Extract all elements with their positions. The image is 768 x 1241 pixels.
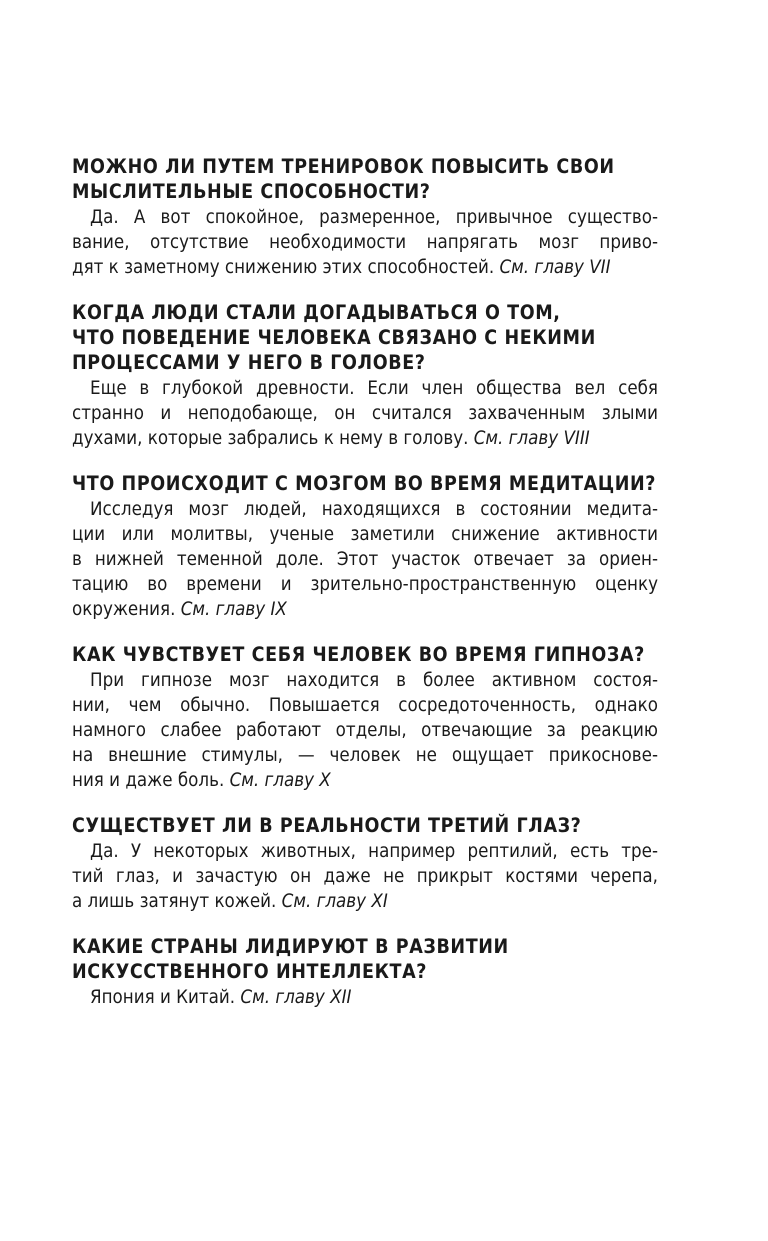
question-heading [72,934,658,984]
qa-section [72,471,658,622]
answer-paragraph [72,668,658,793]
chapter-reference: См. главу XI [281,891,388,912]
qa-section [72,934,658,1010]
answer-line: Еще в глубокой древности. Если член общества вел себя [90,378,658,399]
chapter-reference: См. главу XII [240,987,352,1008]
answer-line: намного слабее работают отделы, отвечающие за реакцию [72,720,658,741]
answer-text: духами, которые забрались к нему в голову. [72,428,469,449]
answer-line [72,597,658,622]
qa-section [72,154,658,280]
question-heading [72,642,658,667]
chapter-reference: См. главу X [229,770,331,791]
answer-line [72,426,658,451]
answer-line [72,889,658,914]
answer-text: а лишь затянут кожей. [72,891,277,912]
answer-line: вание, отсутствие необходимости напрягать мозг приво- [72,232,658,253]
question-heading [72,154,658,204]
question-line: МЫСЛИТЕЛЬНЫЕ СПОСОБНОСТИ? [72,180,431,203]
answer-line: тий глаз, и зачастую он даже не прикрыт костями черепа, [72,866,658,887]
question-line: ИСКУССТВЕННОГО ИНТЕЛЛЕКТА? [72,960,428,983]
question-line: МОЖНО ЛИ ПУТЕМ ТРЕНИРОВОК ПОВЫСИТЬ СВОИ [72,155,615,178]
chapter-reference: См. главу IX [180,599,287,620]
question-line: КАК ЧУВСТВУЕТ СЕБЯ ЧЕЛОВЕК ВО ВРЕМЯ ГИПНОЗА? [72,643,645,666]
chapter-reference: См. главу VIII [473,428,590,449]
question-heading [72,300,658,375]
answer-paragraph [72,985,658,1010]
question-line: ЧТО ПОВЕДЕНИЕ ЧЕЛОВЕКА СВЯЗАНО С НЕКИМИ [72,326,596,349]
question-line: КАКИЕ СТРАНЫ ЛИДИРУЮТ В РАЗВИТИИ [72,935,509,958]
answer-text: ния и даже боль. [72,770,225,791]
qa-section [72,642,658,793]
answer-paragraph [72,376,658,451]
answer-line: на внешние стимулы, — человек не ощущает прикоснове- [72,745,658,766]
question-line: ПРОЦЕССАМИ У НЕГО В ГОЛОВЕ? [72,351,426,374]
chapter-reference: См. главу VII [499,257,611,278]
answer-text: Япония и Китай. [90,987,236,1008]
answer-line: ции или молитвы, ученые заметили снижение активности [72,524,658,545]
answer-line: странно и неподобающе, он считался захваченным злыми [72,403,658,424]
answer-line: тацию во времени и зрительно-пространственную оценку [72,574,658,595]
answer-text: окружения. [72,599,176,620]
answer-text: дят к заметному снижению этих способностей. [72,257,495,278]
answer-line [72,768,658,793]
answer-line [72,985,658,1010]
question-line: КОГДА ЛЮДИ СТАЛИ ДОГАДЫВАТЬСЯ О ТОМ, [72,301,561,324]
answer-line: нии, чем обычно. Повышается сосредоточенность, однако [72,695,658,716]
question-line: ЧТО ПРОИСХОДИТ С МОЗГОМ ВО ВРЕМЯ МЕДИТАЦИИ? [72,472,657,495]
answer-line [72,255,658,280]
answer-line: Да. А вот спокойное, размеренное, привычное существо- [90,207,658,228]
question-heading [72,813,658,838]
answer-line: Исследуя мозг людей, находящихся в состоянии медита- [90,499,658,520]
question-line: СУЩЕСТВУЕТ ЛИ В РЕАЛЬНОСТИ ТРЕТИЙ ГЛАЗ? [72,814,582,837]
qa-section [72,300,658,451]
book-page [72,154,658,1030]
answer-line: При гипнозе мозг находится в более активном состоя- [90,670,658,691]
answer-paragraph [72,839,658,914]
answer-paragraph [72,205,658,280]
answer-line: в нижней теменной доле. Этот участок отвечает за ориен- [72,549,658,570]
qa-section [72,813,658,914]
answer-line: Да. У некоторых животных, например рептилий, есть тре- [90,841,658,862]
question-heading [72,471,658,496]
answer-paragraph [72,497,658,622]
